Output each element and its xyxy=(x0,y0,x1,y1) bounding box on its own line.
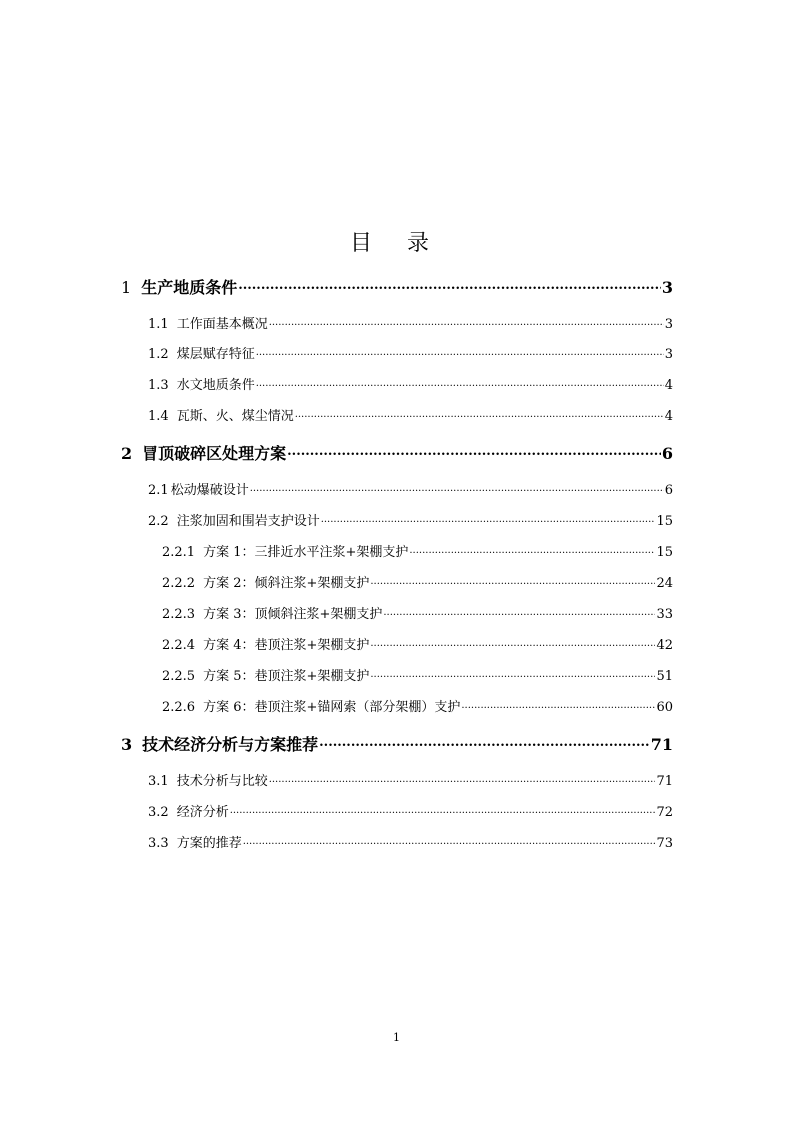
toc-entry-number: 1.3 xyxy=(148,378,169,393)
toc-entry-number: 2.2.1 xyxy=(162,545,196,560)
dot-leader xyxy=(256,376,664,389)
dot-leader xyxy=(238,277,661,293)
toc-entry-number: 1 xyxy=(121,278,132,297)
toc-entry-page: 71 xyxy=(650,735,673,754)
toc-entry-label: 方案 5：巷顶注浆+架棚支护 xyxy=(203,669,370,684)
toc-entry-number: 2.2.2 xyxy=(162,576,196,591)
toc-entry-number: 1.1 xyxy=(148,317,169,332)
toc-entry-label: 工作面基本概况 xyxy=(176,317,268,332)
toc-entry-2-2-1[interactable] xyxy=(162,541,673,560)
toc-entry-page: 6 xyxy=(664,483,673,498)
toc-entry-page: 24 xyxy=(656,576,673,591)
toc-entry-label: 瓦斯、火、煤尘情况 xyxy=(176,409,294,424)
dot-leader xyxy=(269,315,664,328)
toc-entry-page: 15 xyxy=(656,514,673,529)
toc-entry-page: 4 xyxy=(664,378,673,393)
toc-entry-label: 注浆加固和围岩支护设计 xyxy=(176,514,320,529)
dot-leader xyxy=(287,443,661,459)
toc-entry-label: 水文地质条件 xyxy=(176,378,255,393)
toc-entry-number: 2.2.5 xyxy=(162,669,196,684)
toc-entry-page: 3 xyxy=(661,278,673,297)
toc-entry-label: 生产地质条件 xyxy=(141,278,238,297)
toc-entry-2-2-6[interactable] xyxy=(162,696,673,715)
toc-entry-3-3[interactable] xyxy=(148,832,673,851)
toc-entry-page: 42 xyxy=(656,638,673,653)
toc-entry-1[interactable] xyxy=(121,275,673,298)
toc-entry-number: 1.2 xyxy=(148,347,169,362)
dot-leader xyxy=(461,698,655,711)
toc-entry-1-2[interactable] xyxy=(148,343,673,362)
toc-entry-label: 煤层赋存特征 xyxy=(176,347,255,362)
toc-entry-number: 2.2.6 xyxy=(162,700,196,715)
toc-entry-page: 33 xyxy=(656,607,673,622)
toc-entry-page: 6 xyxy=(661,444,673,463)
toc-entry-label: 方案 2：倾斜注浆+架棚支护 xyxy=(203,576,370,591)
dot-leader xyxy=(370,574,655,587)
toc-entry-page: 71 xyxy=(656,774,673,789)
page-number: 1 xyxy=(393,1031,400,1044)
toc-entry-1-4[interactable] xyxy=(148,405,673,424)
dot-leader xyxy=(370,636,655,649)
toc-entry-label: 技术分析与比较 xyxy=(176,774,268,789)
toc-entry-2-2[interactable] xyxy=(148,510,673,529)
dot-leader xyxy=(409,543,655,556)
toc-entry-2-2-4[interactable] xyxy=(162,634,673,653)
toc-entry-number: 2.2.4 xyxy=(162,638,196,653)
dot-leader xyxy=(243,834,656,847)
dot-leader xyxy=(256,345,664,358)
toc-entry-label: 方案的推荐 xyxy=(176,836,242,851)
toc-entry-label: 方案 3：顶倾斜注浆+架棚支护 xyxy=(203,607,383,622)
toc-entry-label: 方案 4：巷顶注浆+架棚支护 xyxy=(203,638,370,653)
dot-leader xyxy=(250,481,664,494)
toc-entry-2-2-3[interactable] xyxy=(162,603,673,622)
toc-entry-label: 冒顶破碎区处理方案 xyxy=(142,444,287,463)
toc-entry-number: 2 xyxy=(121,444,133,463)
dot-leader xyxy=(269,772,656,785)
toc-entry-page: 51 xyxy=(656,669,673,684)
toc-entry-page: 4 xyxy=(664,409,673,424)
toc-entry-3[interactable] xyxy=(121,732,673,755)
toc-entry-page: 72 xyxy=(656,805,673,820)
toc-entry-2-2-2[interactable] xyxy=(162,572,673,591)
toc-entry-page: 73 xyxy=(656,836,673,851)
dot-leader xyxy=(370,667,655,680)
toc-entry-1-3[interactable] xyxy=(148,374,673,393)
toc-entry-number: 3.2 xyxy=(148,805,169,820)
toc-entry-2-2-5[interactable] xyxy=(162,665,673,684)
toc-entry-number: 2.1 xyxy=(148,483,169,498)
toc-entry-number: 3 xyxy=(121,735,133,754)
dot-leader xyxy=(383,605,655,618)
toc-entry-2[interactable] xyxy=(121,441,673,464)
toc-entry-label: 技术经济分析与方案推荐 xyxy=(142,735,319,754)
dot-leader xyxy=(230,803,656,816)
toc-entry-label: 松动爆破设计 xyxy=(170,483,249,498)
toc-entry-page: 3 xyxy=(664,317,673,332)
toc-entry-1-1[interactable] xyxy=(148,313,673,332)
dot-leader xyxy=(295,407,664,420)
toc-title: 目 录 xyxy=(350,231,443,256)
toc-entry-label: 方案 6：巷顶注浆+锚网索（部分架棚）支护 xyxy=(203,700,461,715)
toc-entry-number: 2.2.3 xyxy=(162,607,196,622)
toc-entry-number: 2.2 xyxy=(148,514,169,529)
toc-entry-page: 3 xyxy=(664,347,673,362)
toc-entry-3-1[interactable] xyxy=(148,770,673,789)
toc-entry-label: 经济分析 xyxy=(176,805,229,820)
toc-entry-2-1[interactable] xyxy=(148,479,673,498)
toc-entry-number: 1.4 xyxy=(148,409,169,424)
toc-entry-page: 15 xyxy=(656,545,673,560)
toc-entry-3-2[interactable] xyxy=(148,801,673,820)
toc-entry-number: 3.3 xyxy=(148,836,169,851)
dot-leader xyxy=(321,512,656,525)
toc-entry-number: 3.1 xyxy=(148,774,169,789)
toc-entry-label: 方案 1：三排近水平注浆+架棚支护 xyxy=(203,545,409,560)
toc-entry-page: 60 xyxy=(656,700,673,715)
dot-leader xyxy=(319,734,650,750)
